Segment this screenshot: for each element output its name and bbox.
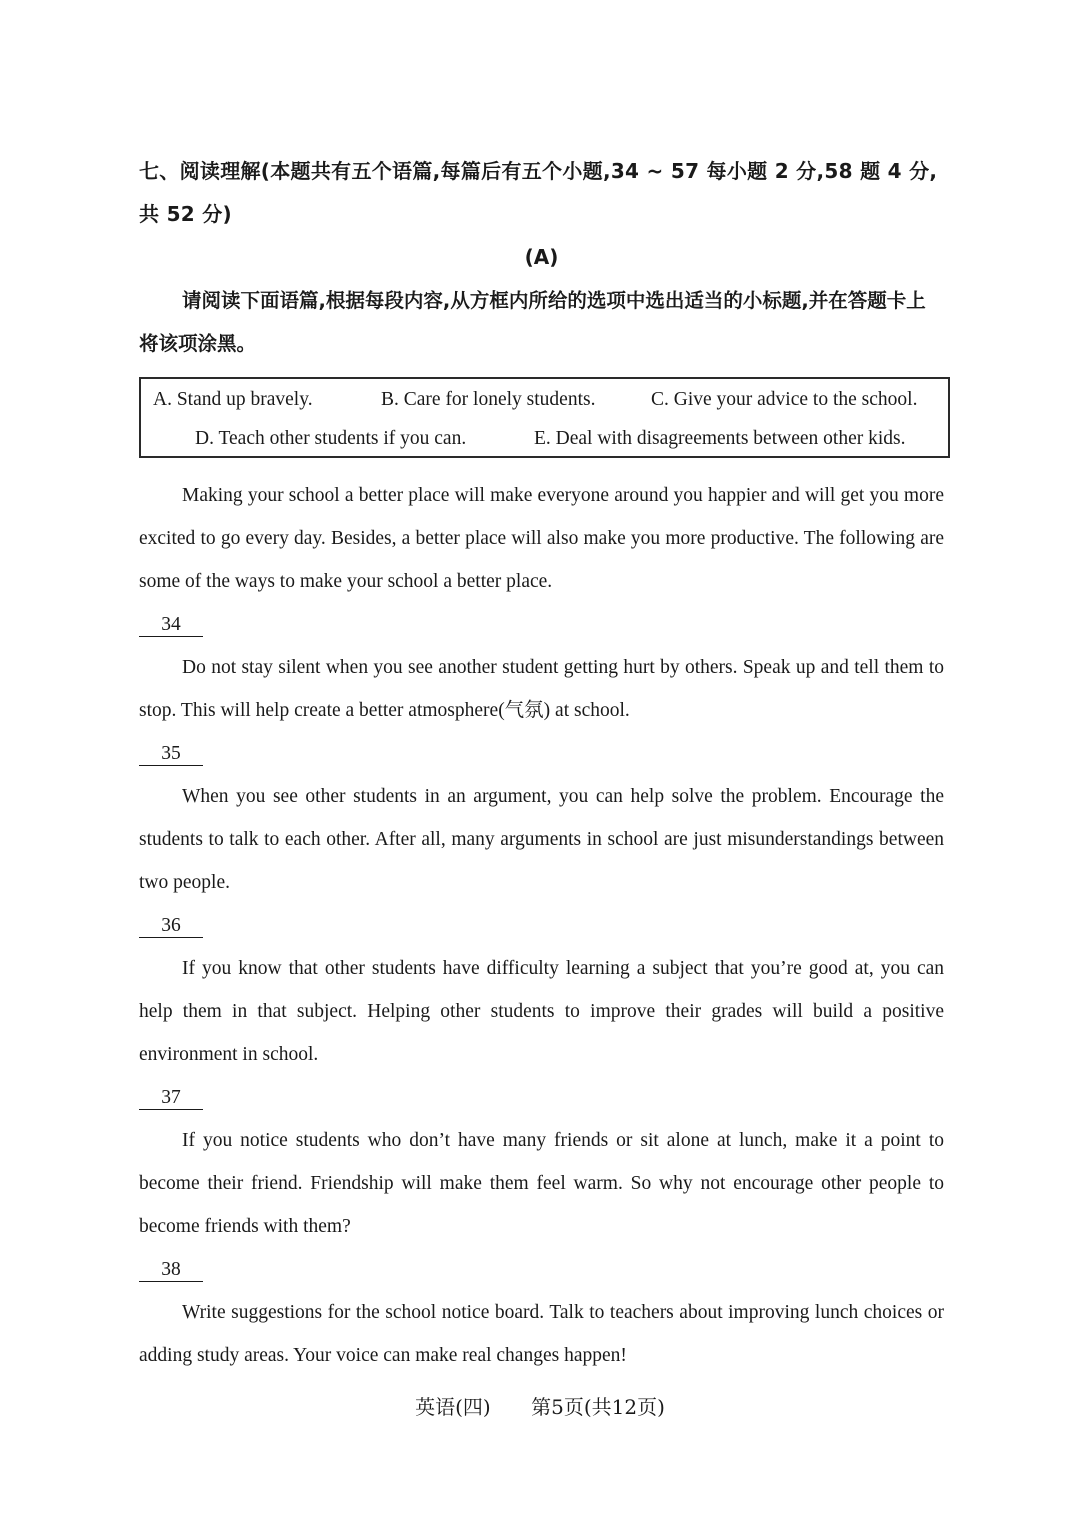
question-blank-37 bbox=[139, 1076, 944, 1119]
instruction-text: 请阅读下面语篇,根据每段内容,从方框内所给的选项中选出适当的小标题,并在答题卡上将该项涂黑。 bbox=[139, 289, 926, 355]
passage-paragraph: If you know that other students have difficulty learning a subject that you’re good at, you can help them in that subject. Helping other students to improve their grades will build a positive environment in school. bbox=[139, 958, 944, 1065]
part-label: (A) bbox=[524, 245, 559, 269]
section-title: 七、阅读理解(本题共有五个语篇,每篇后有五个小题,34 ~ 57 每小题 2 分,58 题 4 分,共 52 分) bbox=[139, 159, 938, 226]
question-blank-34 bbox=[139, 603, 944, 646]
passage-paragraph: Do not stay silent when you see another student getting hurt by others. Speak up and tell them to stop. This will help create a better atmosphere(气氛) at school. bbox=[139, 657, 944, 721]
blank-number: 35 bbox=[139, 743, 203, 766]
option-c: C. Give your advice to the school. bbox=[651, 389, 918, 410]
exam-page bbox=[139, 150, 944, 1377]
options-box bbox=[139, 377, 950, 458]
blank-number: 38 bbox=[139, 1259, 203, 1282]
passage-intro: Making your school a better place will make everyone around you happier and will get you more excited to go every day. Besides, a better place will also make you more productive. The following are some of the ways to make your school a better place. bbox=[139, 485, 944, 592]
passage-paragraph: If you notice students who don’t have many friends or sit alone at lunch, make it a point to become their friend. Friendship will make them feel warm. So why not encourage other people to become friends with them? bbox=[139, 1130, 944, 1237]
page-footer bbox=[0, 1391, 1080, 1420]
passage-paragraph: Write suggestions for the school notice board. Talk to teachers about improving lunch choices or adding study areas. Your voice can make real changes happen! bbox=[139, 1302, 944, 1366]
question-blank-36 bbox=[139, 904, 944, 947]
blank-number: 36 bbox=[139, 915, 203, 938]
question-blank-35 bbox=[139, 732, 944, 775]
option-b: B. Care for lonely students. bbox=[381, 389, 596, 410]
option-e: E. Deal with disagreements between other kids. bbox=[534, 428, 906, 449]
option-a: A. Stand up bravely. bbox=[153, 389, 313, 410]
option-d: D. Teach other students if you can. bbox=[195, 428, 467, 449]
footer-page-number: 第5页(共12页) bbox=[531, 1395, 665, 1419]
blank-number: 34 bbox=[139, 614, 203, 637]
question-blank-38 bbox=[139, 1248, 944, 1291]
blank-number: 37 bbox=[139, 1087, 203, 1110]
passage bbox=[139, 474, 944, 1377]
footer-subject: 英语(四) bbox=[415, 1395, 491, 1419]
passage-paragraph: When you see other students in an argument, you can help solve the problem. Encourage the students to talk to each other. After all, many arguments in school are just misunderstandings between two people. bbox=[139, 786, 944, 893]
